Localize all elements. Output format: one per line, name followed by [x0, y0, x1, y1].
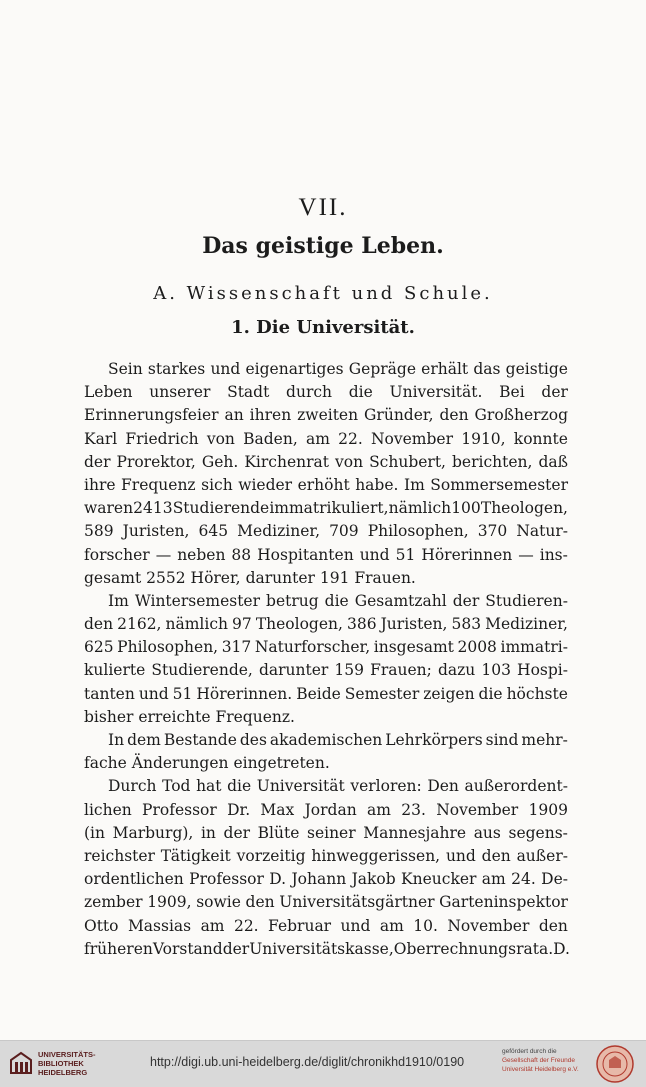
word: 51 — [395, 545, 416, 564]
word: gesamt — [84, 568, 142, 587]
word: und — [210, 360, 241, 378]
text-line — [84, 915, 568, 938]
word: dazu — [437, 661, 476, 680]
word: Lehrkörpers — [385, 731, 483, 749]
word: Massias — [127, 916, 192, 935]
word: — — [518, 545, 534, 564]
word: Frequenz — [121, 475, 196, 494]
word: Universitätskasse, — [249, 939, 394, 958]
word: und — [359, 545, 390, 564]
word: fache — [84, 754, 127, 773]
word: Hörerinnen. — [196, 684, 293, 703]
word: zweiten — [297, 406, 359, 425]
word: der — [452, 591, 480, 610]
word: D. — [269, 870, 287, 889]
word: mehr- — [521, 731, 568, 749]
sponsor-text — [502, 1047, 579, 1074]
word: Wintersemester — [134, 591, 261, 610]
text-line — [84, 613, 568, 636]
word: nämlich — [388, 499, 452, 518]
word: Sein — [108, 360, 143, 378]
text-line — [84, 659, 568, 682]
word: konnte — [513, 429, 568, 448]
word: hinweggerissen, — [311, 846, 441, 865]
body-text — [84, 358, 568, 961]
word: darunter — [258, 661, 329, 680]
word: Vorstand — [152, 939, 223, 958]
text-line — [84, 868, 568, 891]
word: sowie — [196, 893, 241, 912]
word: 370 — [477, 522, 508, 541]
word: 1910, — [461, 429, 506, 448]
word: (in — [84, 823, 105, 842]
word: außer- — [516, 846, 568, 865]
sponsor-line: gefördert durch die — [502, 1048, 557, 1055]
word: Gründer, — [364, 406, 434, 425]
word: Studierende — [172, 499, 270, 518]
word: Mannesjahre — [363, 823, 467, 842]
word: 51 — [172, 684, 193, 703]
word: erreichte — [138, 707, 211, 726]
word: D. — [553, 939, 570, 958]
word: den — [538, 916, 568, 935]
word: daß — [538, 452, 568, 471]
word: Dr. — [227, 800, 251, 819]
word: Friedrich — [125, 429, 199, 448]
word: Naturforscher, — [254, 638, 371, 657]
word: neben — [177, 545, 226, 564]
word: den — [84, 615, 114, 634]
word: reichster — [84, 846, 155, 865]
word: Johann — [291, 870, 347, 889]
word: insgesamt — [373, 638, 454, 657]
word: Professor — [142, 800, 217, 819]
word: Professor — [189, 870, 264, 889]
word: Mediziner, — [485, 615, 568, 634]
word: 317 — [221, 638, 252, 657]
library-name-line: BIBLIOTHEK — [38, 1059, 84, 1068]
text-line — [84, 822, 568, 845]
word: des — [239, 731, 267, 749]
word: der — [84, 452, 111, 471]
text-line — [84, 938, 568, 961]
word: Tod — [162, 777, 191, 796]
text-line — [84, 775, 568, 798]
word: höchste — [506, 684, 568, 703]
word: Jordan — [304, 800, 357, 819]
word: kulierte — [84, 661, 146, 680]
word: verloren: — [350, 777, 422, 796]
text-line — [84, 358, 568, 381]
word: 100 — [451, 499, 481, 518]
word: November — [370, 429, 454, 448]
word: 22. — [233, 916, 259, 935]
word: 1909 — [528, 800, 568, 819]
word: Frequenz. — [215, 707, 295, 726]
word: Februar — [268, 916, 332, 935]
word: 709 — [329, 522, 359, 541]
word: berichten, — [452, 452, 533, 471]
word: eingetreten. — [233, 754, 330, 773]
word: De- — [541, 870, 568, 889]
chapter-number: VII. — [298, 194, 348, 221]
word: ihren — [249, 406, 292, 425]
word: Natur- — [516, 522, 568, 541]
word: November — [436, 800, 519, 819]
word: Kirchenrat — [244, 452, 329, 471]
word: tanten — [84, 684, 135, 703]
word: 589 — [84, 522, 114, 541]
word: waren — [84, 499, 134, 518]
text-line — [84, 381, 568, 404]
word: Änderungen — [131, 754, 229, 773]
sponsor-line: Universität Heidelberg e.V. — [502, 1066, 579, 1073]
word: 645 — [198, 522, 229, 541]
word: Geh. — [201, 452, 239, 471]
library-name-line: UNIVERSITÄTS- — [38, 1050, 96, 1059]
word: Großherzog — [474, 406, 568, 425]
text-line — [84, 544, 568, 567]
word: die — [348, 383, 373, 402]
text-line — [84, 474, 568, 497]
footer-bar — [0, 1040, 646, 1087]
text-line — [84, 520, 568, 543]
word: Marburg), — [112, 823, 194, 842]
word: der — [222, 939, 250, 958]
word: dem — [127, 731, 161, 749]
word: Frauen. — [354, 568, 416, 587]
word: segens- — [508, 823, 568, 842]
word: Philosophen, — [117, 638, 219, 657]
word: seiner — [306, 823, 356, 842]
word: vorzeitig — [236, 846, 306, 865]
text-line — [84, 845, 568, 868]
text-line — [84, 428, 568, 451]
text-line — [84, 451, 568, 474]
word: immatri- — [500, 638, 568, 657]
word: am — [305, 429, 330, 448]
word: 23. — [401, 800, 426, 819]
word: geistige — [505, 360, 568, 378]
word: lichen — [84, 800, 132, 819]
word: starkes — [147, 360, 206, 378]
word: der — [541, 383, 568, 402]
word: 159 — [334, 661, 364, 680]
word: erhöht — [297, 475, 350, 494]
word: Theologen, — [480, 499, 568, 518]
word: Semester — [344, 684, 420, 703]
text-line — [84, 497, 568, 520]
word: habe. — [355, 475, 399, 494]
word: durch — [286, 383, 333, 402]
text-line — [84, 752, 568, 775]
word: 191 — [319, 568, 350, 587]
word: Beide — [296, 684, 341, 703]
word: Im — [108, 591, 129, 610]
word: 2413 — [133, 499, 173, 518]
text-line — [84, 683, 568, 706]
subsection-title: 1. Die Universität. — [231, 317, 415, 338]
word: ins- — [539, 545, 568, 564]
word: von — [206, 429, 235, 448]
library-name — [38, 1050, 96, 1077]
word: in — [200, 823, 216, 842]
word: die — [478, 684, 503, 703]
section-title: A. Wissenschaft und Schule. — [153, 283, 493, 304]
word: und — [138, 684, 169, 703]
word: Durch — [108, 777, 157, 796]
word: a. — [538, 939, 554, 958]
word: Im — [403, 475, 425, 494]
word: 2552 — [146, 568, 186, 587]
word: am — [379, 916, 404, 935]
word: sich — [201, 475, 233, 494]
text-line — [84, 706, 568, 729]
word: die — [324, 591, 349, 610]
word: früheren — [84, 939, 153, 958]
word: zeigen — [423, 684, 475, 703]
word: Hospitanten — [257, 545, 354, 564]
word: den — [439, 406, 469, 425]
word: den — [245, 893, 275, 912]
chapter-title: Das geistige Leben. — [202, 233, 444, 259]
word: Gepräge — [348, 360, 416, 378]
word: zember — [84, 893, 143, 912]
word: Universitätsgärtner — [279, 893, 435, 912]
word: ordentlichen — [84, 870, 184, 889]
word: Otto — [84, 916, 119, 935]
word: 2162, — [117, 615, 162, 634]
word: eigenartiges — [245, 360, 344, 378]
word: wieder — [238, 475, 293, 494]
word: das — [473, 360, 501, 378]
word: Bei — [499, 383, 525, 402]
word: immatrikuliert, — [269, 499, 389, 518]
word: am — [200, 916, 225, 935]
word: Prorektor, — [116, 452, 196, 471]
word: 1909, — [147, 893, 192, 912]
word: Universität. — [389, 383, 483, 402]
word: sind — [485, 731, 519, 749]
word: 24. — [511, 870, 536, 889]
word: Jakob — [351, 870, 396, 889]
text-line — [84, 799, 568, 822]
word: Schubert, — [369, 452, 446, 471]
word: Oberrechnungsrat — [393, 939, 539, 958]
word: 22. — [338, 429, 363, 448]
word: bisher — [84, 707, 134, 726]
library-logo-icon — [8, 1050, 34, 1076]
word: Hospi- — [517, 661, 568, 680]
word: Frauen; — [370, 661, 432, 680]
word: Garteninspektor — [439, 893, 568, 912]
word: 88 — [231, 545, 252, 564]
text-line — [84, 729, 568, 752]
word: aus — [473, 823, 501, 842]
word: hat — [196, 777, 222, 796]
word: 97 — [232, 615, 252, 634]
word: 583 — [451, 615, 482, 634]
text-line — [84, 891, 568, 914]
word: 386 — [346, 615, 377, 634]
word: Juristen, — [122, 522, 190, 541]
word: In — [108, 731, 125, 749]
word: Mediziner, — [237, 522, 321, 541]
word: forscher — [84, 545, 150, 564]
text-line — [84, 590, 568, 613]
university-seal-icon — [594, 1044, 636, 1084]
word: Blüte — [257, 823, 300, 842]
word: ihre — [84, 475, 116, 494]
word: 10. — [413, 916, 438, 935]
word: unserer — [149, 383, 211, 402]
word: außerordent- — [464, 777, 568, 796]
word: Den — [427, 777, 459, 796]
word: erhält — [421, 360, 469, 378]
word: November — [447, 916, 530, 935]
word: Juristen, — [380, 615, 448, 634]
word: Stadt — [227, 383, 270, 402]
word: Gesamtzahl — [354, 591, 447, 610]
word: nämlich — [165, 615, 229, 634]
word: Sommersemester — [430, 475, 568, 494]
word: Kneucker — [401, 870, 477, 889]
word: am — [481, 870, 506, 889]
word: am — [366, 800, 391, 819]
word: 103 — [481, 661, 511, 680]
word: darunter — [245, 568, 315, 587]
word: Karl — [84, 429, 118, 448]
word: Theologen, — [255, 615, 343, 634]
word: den — [481, 846, 511, 865]
sponsor-line: Gesellschaft der Freunde — [502, 1057, 575, 1064]
word: Tätigkeit — [160, 846, 231, 865]
word: Hörer, — [190, 568, 241, 587]
word: die — [227, 777, 252, 796]
word: akademischen — [269, 731, 383, 749]
library-name-line: HEIDELBERG — [38, 1068, 88, 1077]
word: Hörerinnen — [421, 545, 513, 564]
word: — — [155, 545, 172, 564]
word: Philosophen, — [367, 522, 469, 541]
word: Studierende, — [151, 661, 253, 680]
word: und — [340, 916, 371, 935]
word: Universität — [256, 777, 345, 796]
text-line — [84, 636, 568, 659]
text-line — [84, 404, 568, 427]
word: der — [223, 823, 251, 842]
word: Baden, — [243, 429, 298, 448]
word: von — [334, 452, 364, 471]
word: 625 — [84, 638, 114, 657]
word: Max — [260, 800, 295, 819]
word: betrug — [266, 591, 319, 610]
word: Leben — [84, 383, 133, 402]
text-line — [84, 567, 568, 590]
word: an — [224, 406, 244, 425]
word: Studieren- — [485, 591, 568, 610]
permalink-url[interactable]: http://digi.ub.uni-heidelberg.de/diglit/chronikhd1910/0190 — [150, 1055, 465, 1069]
word: Bestande — [163, 731, 237, 749]
word: 2008 — [457, 638, 497, 657]
word: und — [445, 846, 476, 865]
word: Erinnerungsfeier — [84, 406, 219, 425]
